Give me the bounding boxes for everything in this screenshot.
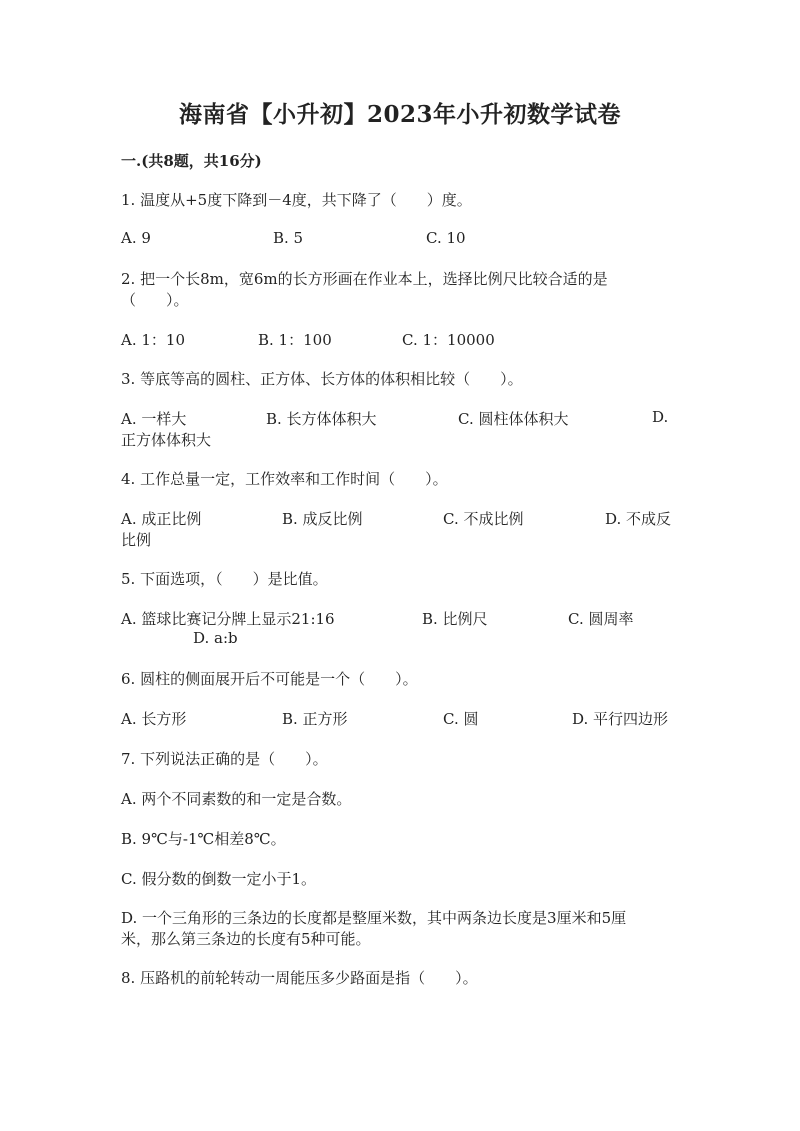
question-6-option-c: C. 圆 (443, 710, 479, 728)
question-4-stem: 4. 工作总量一定，工作效率和工作时间（ ）。 (121, 470, 448, 488)
question-5-option-a: A. 篮球比赛记分牌上显示21:16 (121, 610, 335, 628)
question-6-option-a: A. 长方形 (121, 710, 187, 728)
question-7-option-a: A. 两个不同素数的和一定是合数。 (121, 790, 352, 808)
question-4-option-a: A. 成正比例 (121, 510, 202, 528)
question-8-stem: 8. 压路机的前轮转动一周能压多少路面是指（ ）。 (121, 969, 478, 987)
question-7-option-d-line-2: 米，那么第三条边的长度有5种可能。 (121, 930, 371, 948)
question-3-option-b: B. 长方体体积大 (266, 410, 377, 428)
question-6-option-d: D. 平行四边形 (572, 710, 669, 728)
question-3-option-c: C. 圆柱体体积大 (458, 410, 569, 428)
question-3-stem: 3. 等底等高的圆柱、正方体、长方体的体积相比较（ ）。 (121, 370, 523, 388)
question-4-option-d: D. 不成反 (605, 510, 672, 528)
question-3-option-a: A. 一样大 (121, 410, 187, 428)
question-5-option-d: D. a:b (193, 629, 238, 647)
question-3-option-d: D. (652, 408, 669, 426)
question-5-option-b: B. 比例尺 (422, 610, 488, 628)
question-2-stem-line-1: 2. 把一个长8m，宽6m的长方形画在作业本上，选择比例尺比较合适的是 (121, 270, 608, 288)
question-7-option-b: B. 9℃与-1℃相差8℃。 (121, 830, 286, 848)
question-7-option-c: C. 假分数的倒数一定小于1。 (121, 870, 317, 888)
question-1-stem: 1. 温度从+5度下降到－4度，共下降了（ ）度。 (121, 191, 472, 209)
question-6-option-b: B. 正方形 (282, 710, 348, 728)
question-1-option-c: C. 10 (426, 229, 466, 247)
question-7-option-d-line-1: D. 一个三角形的三条边的长度都是整厘米数，其中两条边长度是3厘米和5厘 (121, 909, 627, 927)
question-6-stem: 6. 圆柱的侧面展开后不可能是一个（ ）。 (121, 670, 418, 688)
exam-title: 海南省【小升初】2023年小升初数学试卷 (178, 101, 621, 128)
section-heading: 一.(共8题，共16分) (121, 152, 262, 170)
question-2-option-c: C. 1：10000 (402, 331, 495, 349)
question-7-stem: 7. 下列说法正确的是（ ）。 (121, 750, 328, 768)
question-2-option-a: A. 1：10 (121, 331, 185, 349)
question-4-option-b: B. 成反比例 (282, 510, 363, 528)
question-4-option-c: C. 不成比例 (443, 510, 524, 528)
question-3-option-d-continued: 正方体体积大 (121, 431, 212, 449)
question-5-option-c: C. 圆周率 (568, 610, 634, 628)
question-2-option-b: B. 1：100 (258, 331, 332, 349)
question-1-option-a: A. 9 (121, 229, 151, 247)
question-4-option-d-continued: 比例 (121, 531, 152, 549)
question-2-stem-line-2: （ ）。 (121, 291, 189, 309)
question-5-stem: 5. 下面选项，（ ）是比值。 (121, 570, 328, 588)
question-1-option-b: B. 5 (273, 229, 304, 247)
